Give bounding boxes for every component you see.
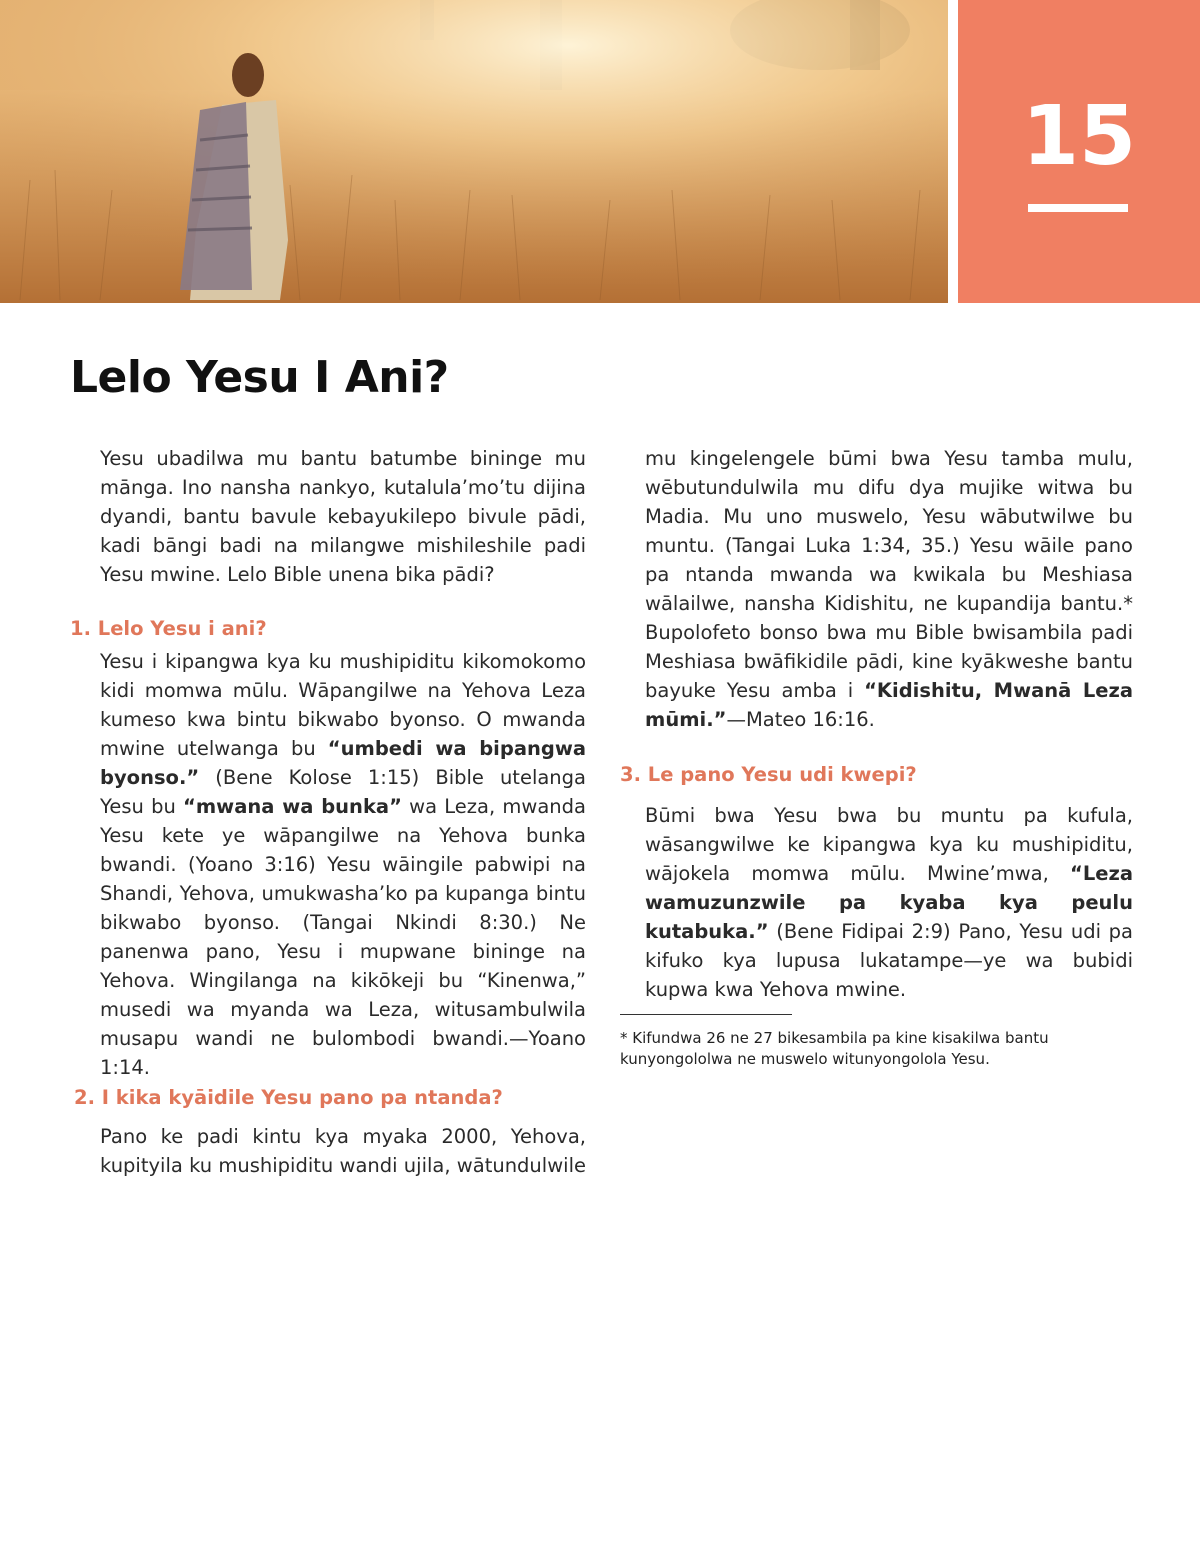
section-2-paragraph-cont [645,444,1133,741]
s1-text-c: wa Leza, mwanda Yesu kete ye wāpangilwe na Yehova bunka bwandi. (Yoano 3:16) Yesu wāingile pabwipi na Shandi, Yehova, umukwashaʼko pa kupanga bintu bikwabo byonso. (Tangai Nkindi 8:30.) Ne panenwa pano, Yesu i mupwane bininge na Yehova. Wingilanga na kikōkeji bu “Kinenwa,” musedi wa myanda wa Leza, witusambulwila musapu wandi ne bulombodi bwandi.—Yoano 1:14. [100,795,586,1079]
s2-text-b: —Mateo 16:16. [726,708,875,731]
right-column [645,444,1133,1004]
question-2-heading: 2. I kika kyāidile Yesu pano pa ntanda? [74,1086,503,1109]
footnote: * Kifundwa 26 ne 27 bikesambila pa kine kisakilwa bantu kunyongololwa ne muswelo witunyongolola Yesu. [620,1029,1049,1068]
chapter-badge [958,0,1200,303]
s2-cont-para [645,444,1133,734]
hero-image [0,0,948,303]
s2-text-a-left: Pano ke padi kintu kya myaka 2000, Yehova, kupityila ku mushipiditu wandi ujila, wātundulwile [100,1125,586,1177]
s1-text-a: Yesu i kipangwa kya ku mushipiditu kikomokomo kidi momwa mūlu. Wāpangilwe na Yehova Leza kumeso kwa bintu bikwabo byonso. O mwanda mwine utelwanga bu [100,650,586,760]
left-column [100,444,586,1140]
question-3-heading: 3. Le pano Yesu udi kwepi? [620,763,917,786]
question-1-heading: 1. Lelo Yesu i ani? [70,617,267,640]
s3-text-b: (Bene Fidipai 2:9) Pano, Yesu udi pa kifuko kya lupusa lukatampe—ye wa bubidi kupwa kwa Yehova mwine. [645,920,1133,1001]
s1-bold-a: “umbedi wa bipangwa byonso.” [100,737,586,789]
s2-text-a: mu kingelengele būmi bwa Yesu tamba mulu, wēbutundulwila mu difu dya mujike witwa bu Madia. Mu uno muswelo, Yesu wābutwilwe bu muntu. (Tangai Luka 1:34, 35.) Yesu wāile pano pa ntanda mwanda wa kwikala bu Meshiasa wālailwe, nansha Kidishitu, ne kupandija bantu.* Bupolofeto bonso bwa mu Bible bwisambila padi Meshiasa bwāfikidile pādi, kine kyākweshe bantu bayuke Yesu amba i [645,447,1133,702]
s1-bold-b: “mwana wa bunka” [183,795,402,818]
s3-bold-a: “Leza wamuzunzwile pa kyaba kya peulu kutabuka.” [645,862,1133,943]
page-title: Lelo Yesu I Ani? [70,352,449,403]
s3-text-a: Būmi bwa Yesu bwa bu muntu pa kufula, wāsangwilwe ke kipangwa kya ku mushipiditu, wājokela momwa mūlu. Mwineʼmwa, [645,804,1133,885]
section-2-paragraph-start [100,1122,586,1182]
footnote-divider [620,1014,792,1015]
chapter-number: 15 [1021,89,1137,184]
field-illustration [0,0,948,303]
chapter-underline [1028,204,1128,212]
section-3-paragraph [645,801,1133,1004]
s2-bold-a: “Kidishitu, Mwanā Leza mūmi.” [645,679,1133,731]
intro-paragraph: Yesu ubadilwa mu bantu batumbe bininge mu mānga. Ino nansha nankyo, kutalulaʼmoʼtu dijina dyandi, bantu bavule kebayukilepo bivule pādi, kadi bāngi badi na milangwe mishileshile padi Yesu mwine. Lelo Bible unena bika pādi? [100,447,586,586]
s1-text-b: (Bene Kolose 1:15) Bible utelanga Yesu bu [100,766,586,818]
section-1-paragraph [100,647,586,1082]
